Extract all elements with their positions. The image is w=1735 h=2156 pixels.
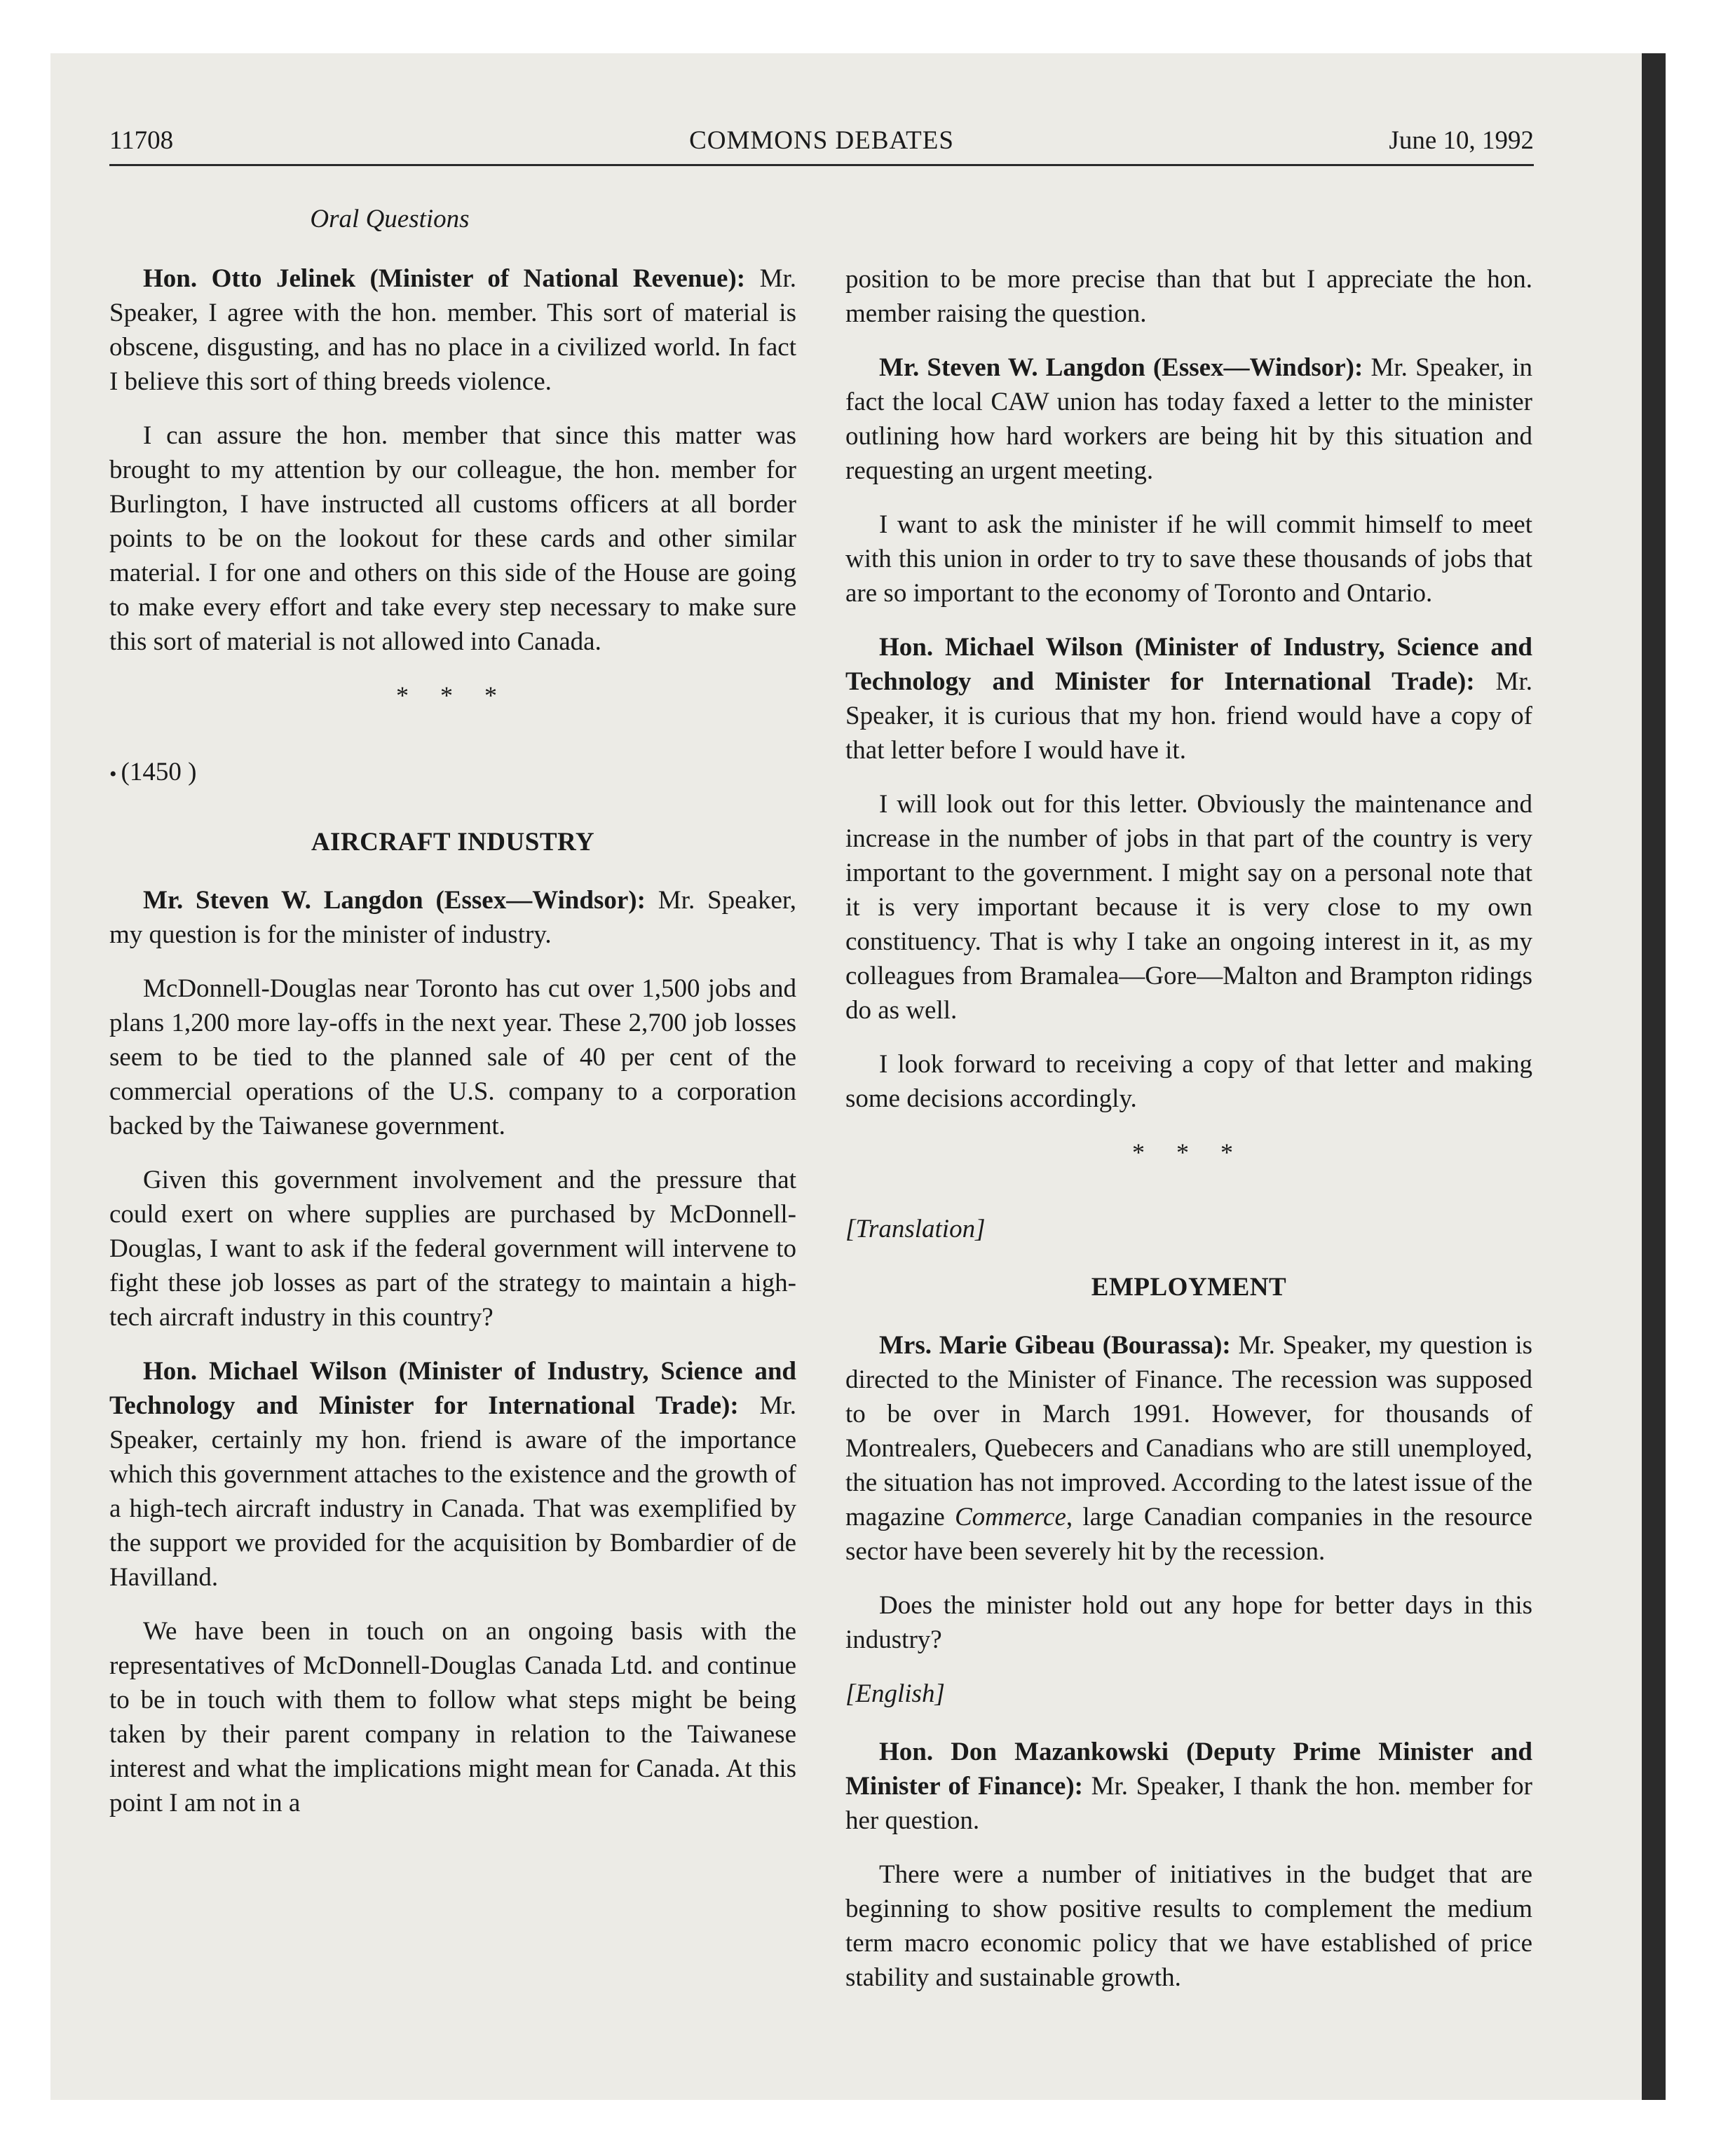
left-column xyxy=(109,202,796,1840)
speaker-name: Mr. Steven W. Langdon (Essex—Windsor): xyxy=(879,353,1363,382)
speaker-name: Mrs. Marie Gibeau (Bourassa): xyxy=(879,1331,1231,1360)
right-column xyxy=(845,262,1532,2014)
speech-text: Mr. Speaker, I agree with the hon. member. This sort of material is obscene, disgusting, and has no place in a civilized world. In fact I believe this sort of thing breeds violence. xyxy=(109,264,796,396)
paragraph: I look forward to receiving a copy of that letter and making some decisions accordingly. xyxy=(845,1050,1532,1113)
speaker-name: Hon. Don Mazankowski (Deputy Prime Minister and Minister of Finance): xyxy=(845,1738,1532,1801)
document-page xyxy=(109,123,1534,2016)
running-header xyxy=(109,123,1534,166)
language-marker: [English] xyxy=(845,1679,945,1708)
paragraph-mazankowski xyxy=(845,1735,1532,1838)
speech-text: Mr. Speaker, certainly my hon. friend is aware of the importance which this government attaches to the existence and the growth of a high-tech aircraft industry in Canada. That was exemplified by the support we provided for the acquisition by Bombardier of de Havilland. xyxy=(109,1391,796,1592)
speech-text: Mr. Speaker, it is curious that my hon. friend would have a copy of that letter before I would have it. xyxy=(845,667,1532,765)
paragraph-wilson xyxy=(109,1354,796,1595)
paragraph-continued: position to be more precise than that but I appreciate the hon. member raising the question. xyxy=(845,265,1532,328)
time-marker xyxy=(109,755,796,791)
paragraph-langdon xyxy=(109,883,796,952)
language-marker: [Translation] xyxy=(845,1215,986,1243)
section-heading: AIRCRAFT INDUSTRY xyxy=(311,828,595,857)
section-separator: * * * xyxy=(396,681,510,709)
paragraph-wilson xyxy=(845,630,1532,767)
paragraph: Given this government involvement and the pressure that could exert on where supplies are purchased by McDonnell-Douglas, I want to ask if the federal government will intervene to fight these job losses as part of the strategy to maintain a high-tech aircraft industry in this country? xyxy=(109,1166,796,1332)
bullet-icon: • xyxy=(109,763,117,786)
magazine-title: Commerce xyxy=(954,1503,1066,1531)
paragraph: McDonnell-Douglas near Toronto has cut over 1,500 jobs and plans 1,200 more lay-offs in the next year. These 2,700 job losses seem to be tied to the planned sale of 40 per cent of the commercial operations of the U.S. company to a corporation backed by the Taiwanese government. xyxy=(109,974,796,1141)
paragraph: I will look out for this letter. Obviously the maintenance and increase in the number of jobs in that part of the country is very important to the government. I might say on a personal note that it is very important because it is very close to my own constituency. That is why I take an ongoing interest in it, as my colleagues from Bramalea—Gore—Malton and Brampton ridings do as well. xyxy=(845,790,1532,1025)
paragraph: There were a number of initiatives in the budget that are beginning to show positive results to complement the medium term macro economic policy that we have established of price stability and sustainable growth. xyxy=(845,1860,1532,1992)
speech-text: Mr. Speaker, in fact the local CAW union has today faxed a letter to the minister outlining how hard workers are being hit by this situation and requesting an urgent meeting. xyxy=(845,353,1532,485)
section-heading: EMPLOYMENT xyxy=(1091,1273,1287,1302)
speaker-name: Hon. Otto Jelinek (Minister of National Revenue): xyxy=(143,264,746,293)
page-number: 11708 xyxy=(109,126,174,155)
speaker-name: Hon. Michael Wilson (Minister of Industry, Science and Technology and Minister for International Trade): xyxy=(845,633,1532,696)
publication-title: COMMONS DEBATES xyxy=(689,126,954,155)
section-label: Oral Questions xyxy=(310,205,470,233)
paragraph: I want to ask the minister if he will commit himself to meet with this union in order to try to save these thousands of jobs that are so important to the economy of Toronto and Ontario. xyxy=(845,510,1532,608)
section-separator: * * * xyxy=(1132,1138,1246,1166)
speaker-name: Mr. Steven W. Langdon (Essex—Windsor): xyxy=(143,886,646,915)
paragraph-gibeau xyxy=(845,1328,1532,1569)
book-spine-shadow xyxy=(1642,53,1666,2100)
paragraph-langdon xyxy=(845,350,1532,488)
time-text: (1450 ) xyxy=(121,758,197,786)
paragraph: We have been in touch on an ongoing basis with the representatives of McDonnell-Douglas Canada Ltd. and continue to be in touch with them to follow what steps might be being taken by their parent company in relation to the Taiwanese interest and what the implications might mean for Canada. At this point I am not in a xyxy=(109,1617,796,1818)
speech-text: Mr. Speaker, my question is for the minister of industry. xyxy=(109,886,796,950)
speech-text: , large Canadian companies in the resource sector have been severely hit by the recession. xyxy=(845,1503,1533,1566)
speech-text: Mr. Speaker, my question is directed to the Minister of Finance. The recession was supposed to be over in March 1991. However, for thousands of Montrealers, Quebecers and Canadians who are still unemployed, the situation has not improved. According to the latest issue of the magazine xyxy=(845,1331,1532,1531)
speaker-name: Hon. Michael Wilson (Minister of Industry, Science and Technology and Minister for International Trade): xyxy=(109,1357,796,1421)
paragraph: I can assure the hon. member that since this matter was brought to my attention by our colleague, the hon. member for Burlington, I have instructed all customs officers at all border points to be on the lookout for these cards and other similar material. I for one and others on this side of the House are going to make every effort and take every step necessary to make sure this sort of material is not allowed into Canada. xyxy=(109,421,796,656)
speech-text: Mr. Speaker, I thank the hon. member for her question. xyxy=(845,1772,1532,1835)
publication-date: June 10, 1992 xyxy=(1389,126,1534,155)
paragraph-jelinek xyxy=(109,261,796,399)
paragraph: Does the minister hold out any hope for better days in this industry? xyxy=(845,1591,1532,1654)
